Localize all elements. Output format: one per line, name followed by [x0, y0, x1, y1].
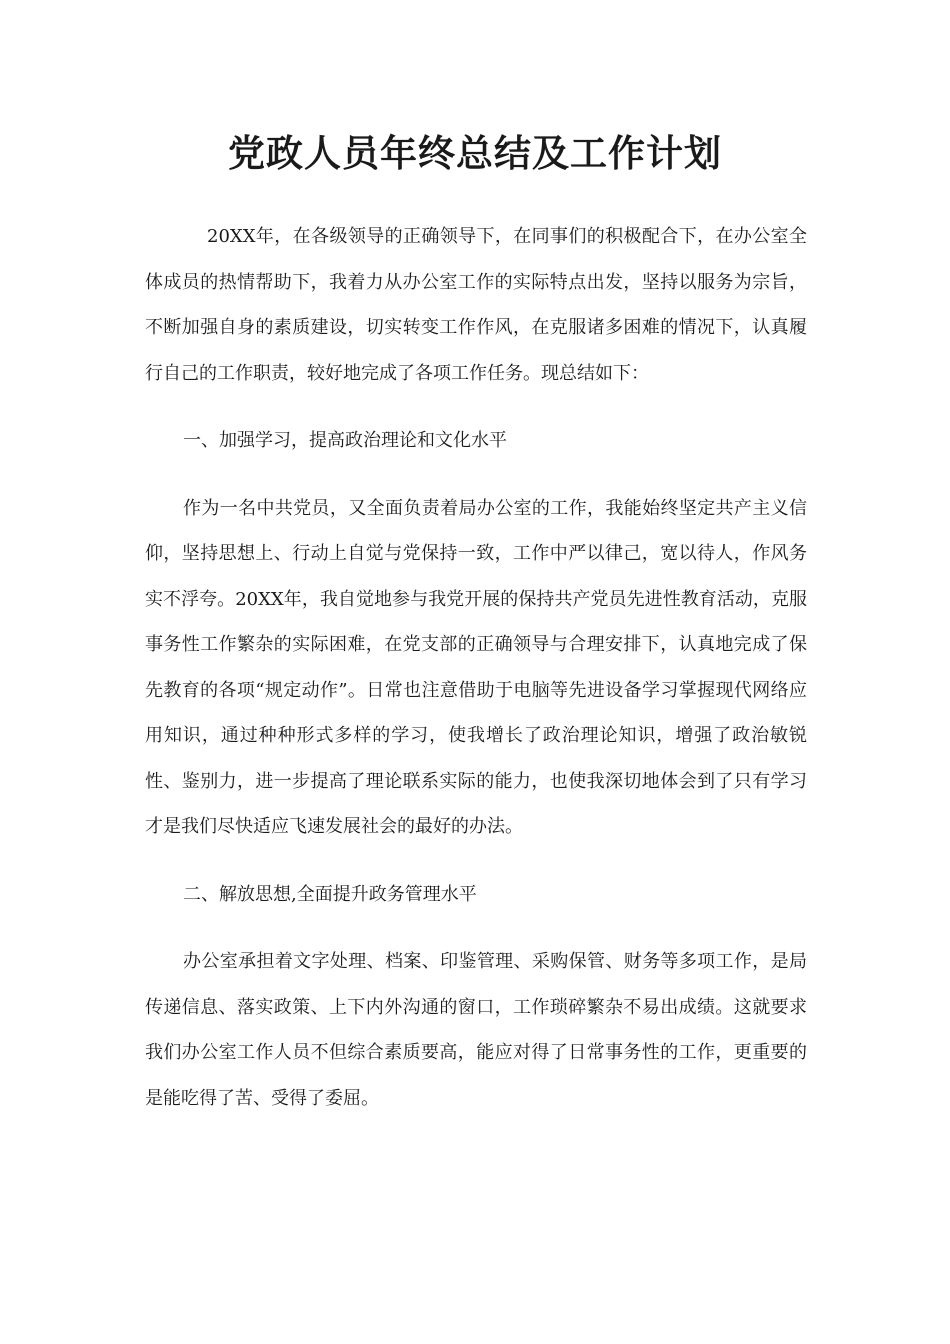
intro-paragraph: 20XX年，在各级领导的正确领导下，在同事们的积极配合下，在办公室全体成员的热情帮助下，我着力从办公室工作的实际特点出发，坚持以服务为宗旨，不断加强自身的素质建设，切实转变工作作风，在克服诸多困难的情况下，认真履行自己的工作职责，较好地完成了各项工作任务。现总结如下： [145, 226, 807, 384]
document-title: 党政人员年终总结及工作计划 [228, 131, 722, 175]
document-body [145, 214, 807, 1143]
section-2-paragraph: 办公室承担着文字处理、档案、印鉴管理、采购保管、财务等多项工作，是局传递信息、落实政策、上下内外沟通的窗口，工作琐碎繁杂不易出成绩。这就要求我们办公室工作人员不但综合素质要高，能应对得了日常事务性的工作，更重要的是能吃得了苦、受得了委屈。 [145, 951, 807, 1109]
section-heading-2: 二、解放思想,全面提升政务管理水平 [183, 883, 477, 905]
section-heading-1: 一、加强学习，提高政治理论和文化水平 [183, 430, 507, 451]
section-1-paragraph: 作为一名中共党员，又全面负责着局办公室的工作，我能始终坚定共产主义信仰，坚持思想上、行动上自觉与党保持一致，工作中严以律己，宽以待人，作风务实不浮夸。20XX年，我自觉地参与我党开展的保持共产党员先进性教育活动，克服事务性工作繁杂的实际困难，在党支部的正确领导与合理安排下，认真地完成了保先教育的各项“规定动作”。日常也注意借助于电脑等先进设备学习掌握现代网络应用知识，通过种种形式多样的学习，使我增长了政治理论知识，增强了政治敏锐性、鉴别力，进一步提高了理论联系实际的能力，也使我深切地体会到了只有学习才是我们尽快适应飞速发展社会的最好的办法。 [145, 497, 807, 837]
